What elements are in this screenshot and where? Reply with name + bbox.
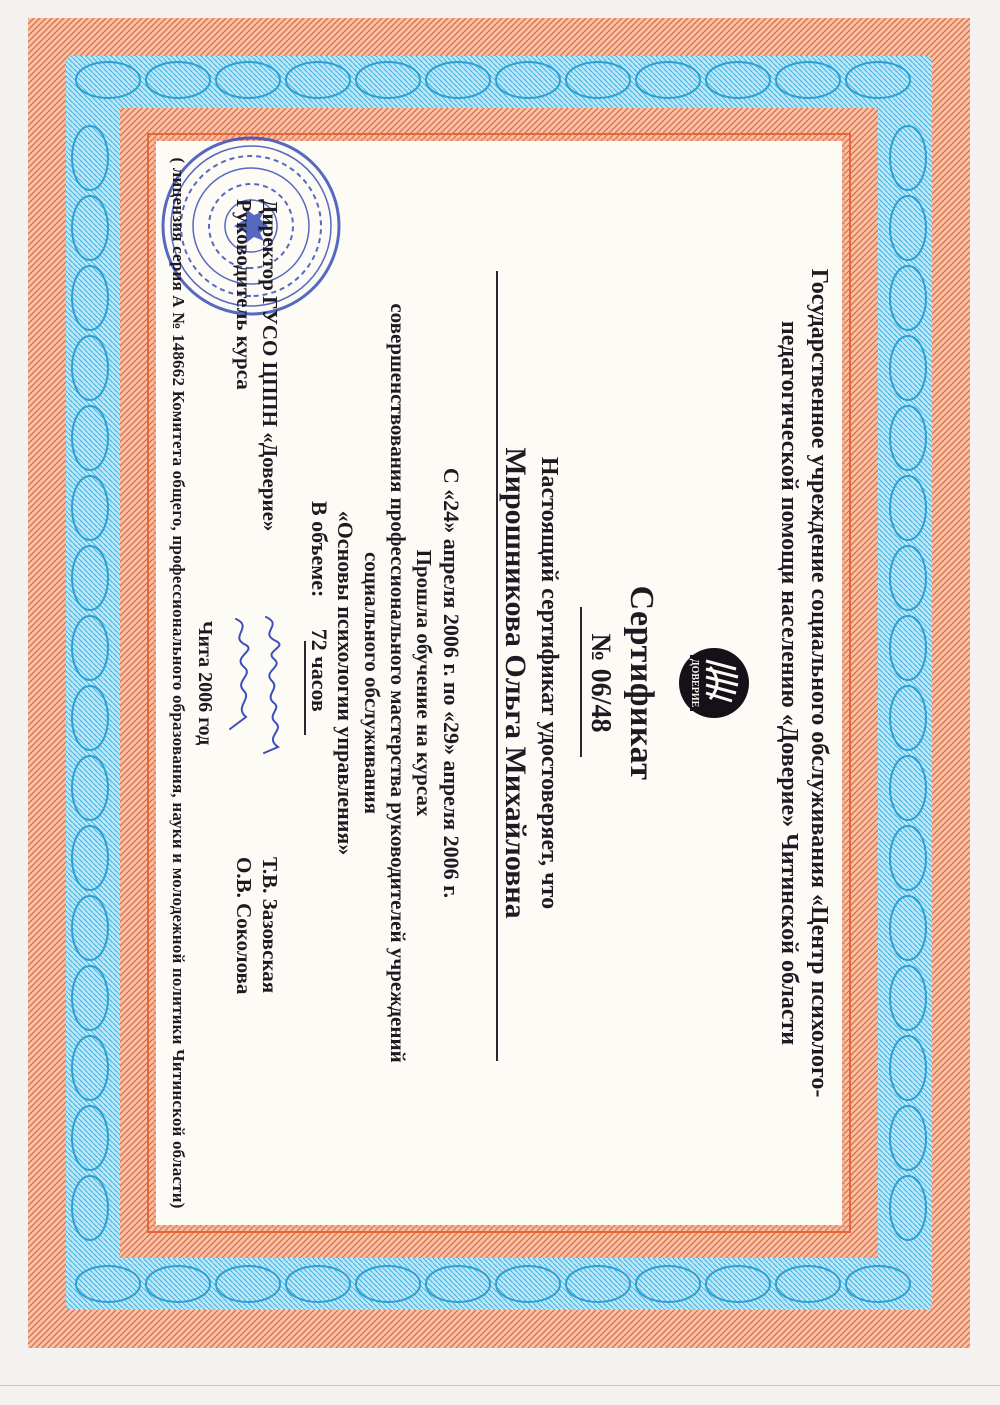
holder-name: Мирошникова Ольга Михайловна bbox=[499, 447, 532, 919]
city-and-year: Чита 2006 год bbox=[194, 620, 216, 746]
organization-line-2: педагогической помощи населению «Доверие» Читинской области bbox=[776, 320, 802, 1046]
number-underline bbox=[580, 607, 582, 757]
holder-name-rule bbox=[497, 271, 499, 1061]
doverie-logo-icon bbox=[678, 647, 750, 719]
scan-edge bbox=[0, 1385, 1000, 1386]
logo-text: ДОВЕРИЕ bbox=[689, 658, 700, 708]
volume-underline bbox=[305, 641, 307, 735]
volume-value: 72 часов bbox=[307, 628, 332, 712]
course-name: «Основы психологии управления» bbox=[333, 510, 358, 856]
course-description-line-1: совершенствования профессионального мастерства руководителей учреждений bbox=[386, 303, 410, 1063]
course-lead-title: Руководитель курса bbox=[232, 199, 256, 390]
license-note: ( лицензия серия А № 148662 Комитета общего, профессионального образования, науки и молодежной политики Читинской области) bbox=[169, 157, 188, 1209]
course-description-line-2: социального обслуживания bbox=[360, 551, 384, 814]
certificate-number: № 06/48 bbox=[585, 633, 616, 733]
certificate-title: Сертификат bbox=[623, 585, 660, 781]
director-title: Директор ГУСО ЦППН «Доверие» bbox=[258, 199, 282, 532]
course-lead-name: О.В. Соколова bbox=[232, 857, 256, 995]
course-dates: С «24» апреля 2006 г. по «29» апреля 2006 г. bbox=[439, 467, 464, 899]
training-statement: Прошла обучение на курсах bbox=[412, 549, 436, 817]
volume-label: В объеме: bbox=[307, 501, 332, 598]
certifies-statement: Настоящий сертификат удостоверяет, что bbox=[536, 456, 562, 910]
course-volume bbox=[306, 501, 332, 712]
certificate-sheet bbox=[28, 18, 970, 1348]
certificate-content bbox=[156, 141, 842, 1225]
handwritten-signatures bbox=[220, 611, 294, 761]
organization-line-1: Государственное учреждение социального обслуживания «Центр психолого- bbox=[806, 268, 832, 1098]
director-name: Т.В. Зазовская bbox=[258, 857, 282, 994]
